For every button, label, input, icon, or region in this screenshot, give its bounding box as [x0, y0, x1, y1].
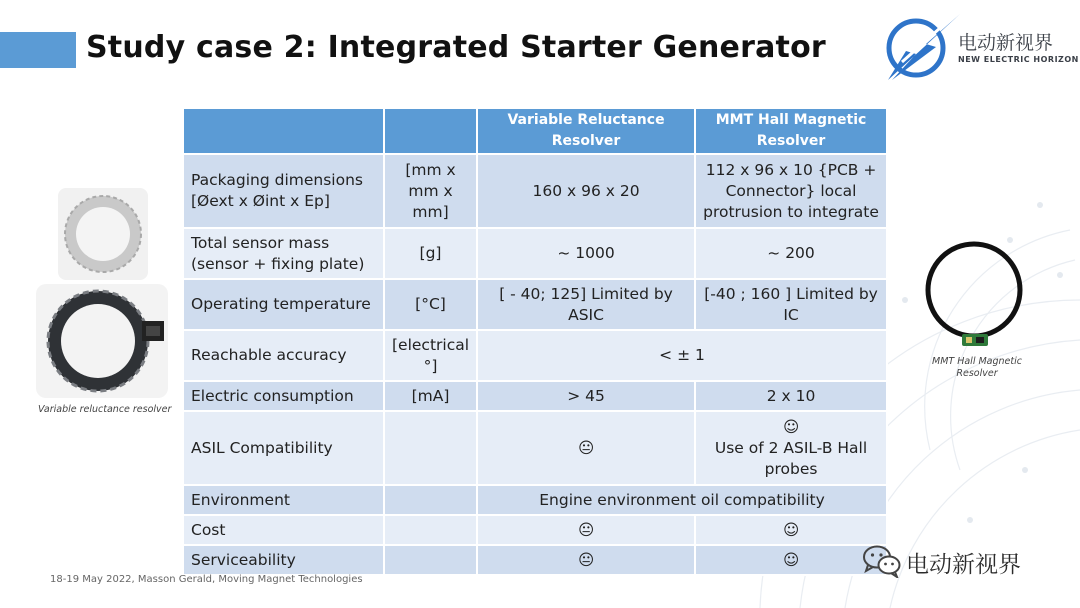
row-value-vr: ~ 1000 [477, 228, 695, 279]
row-label: Cost [183, 515, 384, 545]
table-row [183, 228, 887, 279]
logo-name-cn: 电动新视界 [958, 32, 1054, 54]
neutral-face-icon: 😐 [477, 515, 695, 545]
table-row [183, 381, 887, 411]
row-unit: [mA] [384, 381, 477, 411]
slide-footer: 18-19 May 2022, Masson Gerald, Moving Magnet Technologies [50, 574, 363, 585]
smile-face-icon: ☺ [695, 545, 887, 575]
table-row [183, 279, 887, 330]
table-header-row [183, 108, 887, 154]
left-figure-caption: Variable reluctance resolver [38, 404, 172, 415]
row-value-vr: 160 x 96 x 20 [477, 154, 695, 228]
row-unit [384, 515, 477, 545]
row-unit: [g] [384, 228, 477, 279]
row-label: Electric consumption [183, 381, 384, 411]
mmt-hall-resolver-image [918, 232, 1030, 362]
table-row [183, 485, 887, 515]
row-value-merged: < ± 1 [477, 330, 887, 381]
logo-name-en: NEW ELECTRIC HORIZON [958, 55, 1079, 64]
row-label: Operating temperature [183, 279, 384, 330]
table-row [183, 330, 887, 381]
row-value-mmt [695, 411, 887, 485]
neutral-face-icon: 😐 [477, 545, 695, 575]
right-figure-caption: MMT Hall Magnetic Resolver [932, 356, 1022, 379]
watermark-text: 电动新视界 [906, 552, 1021, 578]
row-unit: [°C] [384, 279, 477, 330]
header-cell-unit [384, 108, 477, 154]
row-value-mmt: [-40 ; 160 ] Limited by IC [695, 279, 887, 330]
row-value-mmt-text: Use of 2 ASIL-B Hall probes [714, 438, 868, 478]
smile-face-icon: ☺ [782, 417, 800, 436]
neutral-face-icon: 😐 [477, 411, 695, 485]
wechat-icon [862, 544, 902, 578]
row-value-merged: Engine environment oil compatibility [477, 485, 887, 515]
table-row [183, 515, 887, 545]
row-label: Packaging dimensions [Øext x Øint x Ep] [183, 154, 384, 228]
row-value-mmt: ~ 200 [695, 228, 887, 279]
row-value-mmt: 2 x 10 [695, 381, 887, 411]
row-label: Serviceability [183, 545, 384, 575]
row-unit: [electrical °] [384, 330, 477, 381]
table-row [183, 411, 887, 485]
header-cell-label [183, 108, 384, 154]
row-label: Total sensor mass (sensor + fixing plate) [183, 228, 384, 279]
row-label: ASIL Compatibility [183, 411, 384, 485]
header-cell-mmt: MMT Hall Magnetic Resolver [695, 108, 887, 154]
smile-face-icon: ☺ [695, 515, 887, 545]
comparison-table [182, 107, 888, 576]
row-value-vr: [ - 40; 125] Limited by ASIC [477, 279, 695, 330]
table-row [183, 545, 887, 575]
row-unit [384, 545, 477, 575]
row-label: Reachable accuracy [183, 330, 384, 381]
title-accent-bar [0, 32, 76, 68]
row-value-mmt: 112 x 96 x 10 {PCB + Connector} local protrusion to integrate [695, 154, 887, 228]
row-unit: [mm x mm x mm] [384, 154, 477, 228]
slide-title: Study case 2: Integrated Starter Generator [86, 30, 826, 65]
row-unit [384, 485, 477, 515]
table-row [183, 154, 887, 228]
row-value-vr: > 45 [477, 381, 695, 411]
header-cell-vr: Variable Reluctance Resolver [477, 108, 695, 154]
variable-reluctance-resolver-image [36, 188, 168, 398]
row-label: Environment [183, 485, 384, 515]
row-unit [384, 411, 477, 485]
